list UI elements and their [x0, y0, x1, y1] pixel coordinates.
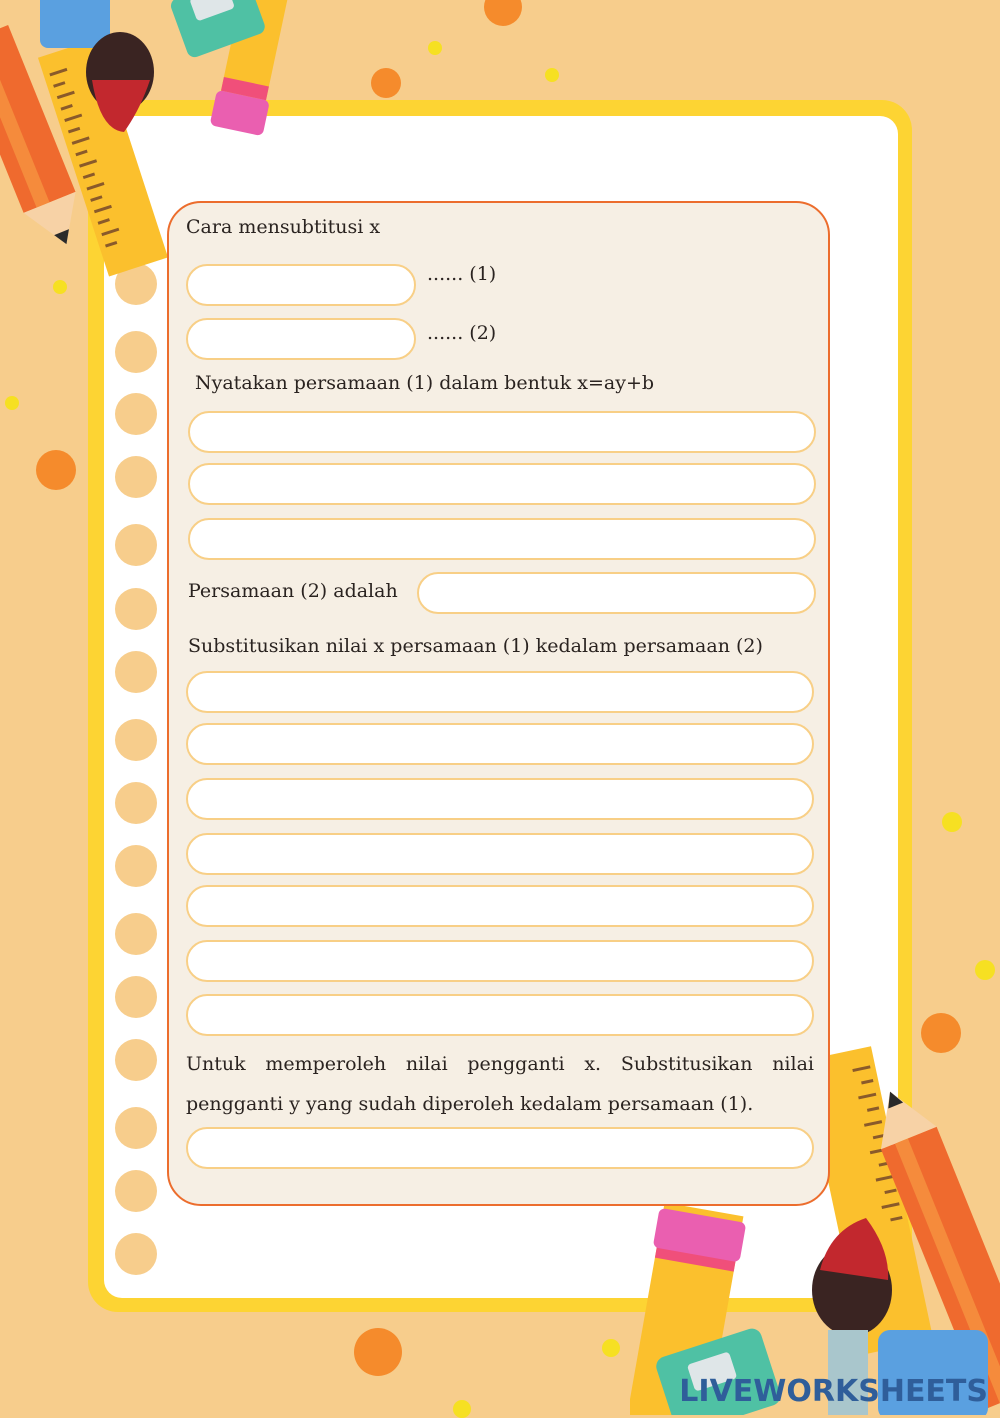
decor-dot [428, 41, 442, 55]
substitute-field-6[interactable] [186, 940, 814, 982]
instruction-express-x: Nyatakan persamaan (1) dalam bentuk x=ay+b [195, 372, 655, 394]
equation-1-field[interactable] [186, 264, 416, 306]
decor-dot [942, 812, 962, 832]
binder-hole [115, 1233, 157, 1275]
final-answer-field[interactable] [186, 1127, 814, 1169]
instruction-substitute: Substitusikan nilai x persamaan (1) kedalam persamaan (2) [188, 635, 763, 657]
express-x-field-3[interactable] [188, 518, 816, 560]
equation-2-field[interactable] [186, 318, 416, 360]
binder-hole [115, 845, 157, 887]
substitute-field-1[interactable] [186, 671, 814, 713]
decor-dot [602, 1339, 620, 1357]
decor-dot [371, 68, 401, 98]
binder-hole [115, 456, 157, 498]
binder-hole [115, 393, 157, 435]
express-x-field-1[interactable] [188, 411, 816, 453]
equation-2-label: ...... (2) [427, 322, 497, 344]
substitute-field-2[interactable] [186, 723, 814, 765]
decor-dot [354, 1328, 402, 1376]
substitute-field-4[interactable] [186, 833, 814, 875]
substitute-field-5[interactable] [186, 885, 814, 927]
binder-hole [115, 588, 157, 630]
decor-dot [545, 68, 559, 82]
instruction-find-x: Untuk memperoleh nilai pengganti x. Substitusikan nilai pengganti y yang sudah diperoleh kedalam persamaan (1). [186, 1053, 814, 1115]
decor-dot [484, 0, 522, 26]
equation-1-label: ...... (1) [427, 263, 497, 285]
binder-hole [115, 331, 157, 373]
substitute-field-3[interactable] [186, 778, 814, 820]
liveworksheets-logo[interactable]: LIVEWORKSHEETS [679, 1374, 988, 1409]
decor-dot [36, 450, 76, 490]
binder-hole [115, 913, 157, 955]
worksheet-heading: Cara mensubtitusi x [186, 216, 381, 238]
binder-hole [115, 1039, 157, 1081]
decor-dot [53, 280, 67, 294]
decor-dot [5, 396, 19, 410]
binder-hole [115, 719, 157, 761]
binder-hole [115, 524, 157, 566]
binder-hole [115, 1107, 157, 1149]
binder-hole [115, 651, 157, 693]
binder-hole [115, 976, 157, 1018]
substitute-field-7[interactable] [186, 994, 814, 1036]
decor-dot [975, 960, 995, 980]
decor-dot [453, 1400, 471, 1418]
binder-hole [115, 1170, 157, 1212]
equation-2-answer-field[interactable] [417, 572, 816, 614]
binder-hole [115, 782, 157, 824]
instruction-equation-2: Persamaan (2) adalah [188, 580, 398, 602]
express-x-field-2[interactable] [188, 463, 816, 505]
